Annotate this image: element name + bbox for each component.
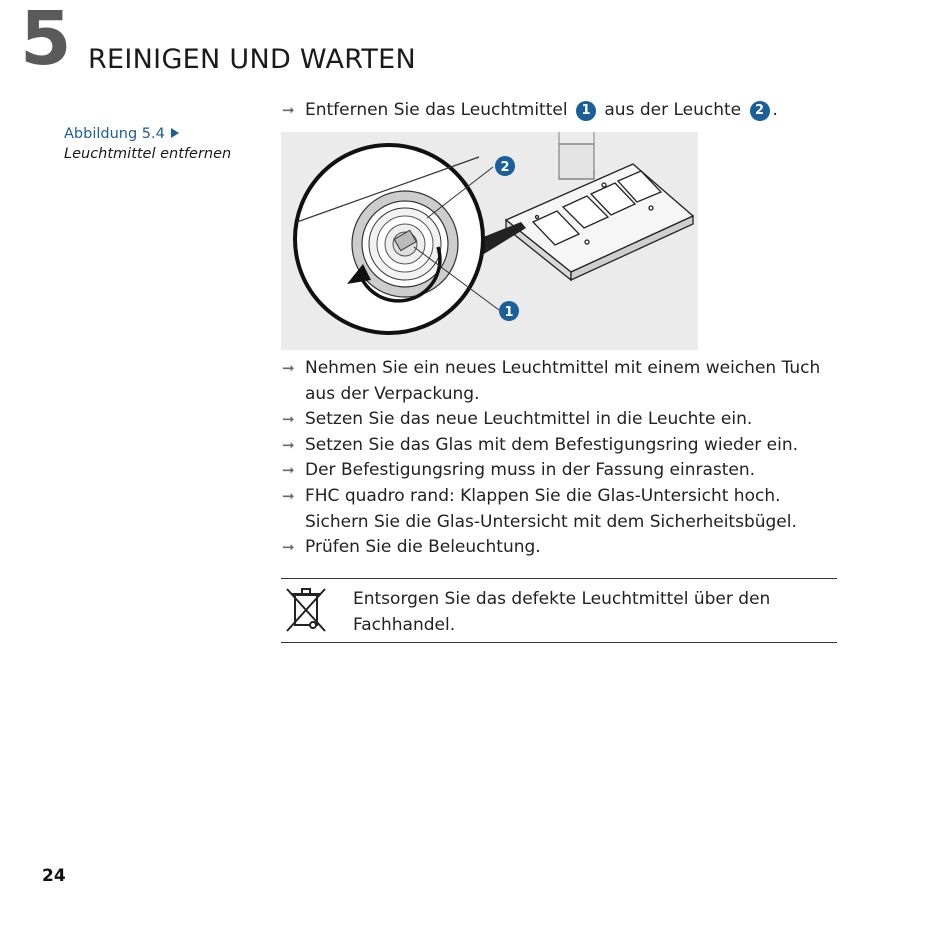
callout-badge-2: 2 [750, 101, 770, 121]
step-6-text: FHC quadro rand: Klappen Sie die Glas-Untersicht hoch. Sichern Sie die Glas-Untersicht mit dem Sicherheitsbügel. [305, 486, 797, 532]
step-1-text-mid: aus der Leuchte [604, 100, 742, 120]
disposal-note [281, 578, 837, 643]
step-1-text-start: Entfernen Sie das Leuchtmittel [305, 100, 568, 120]
chapter-number: 5 [20, 0, 72, 82]
step-7 [282, 534, 842, 560]
step-5 [282, 457, 842, 483]
callout-2-marker [495, 156, 515, 176]
arrow-icon: ➞ [282, 487, 295, 505]
cooker-hood-drawing [506, 132, 693, 280]
crossed-out-bin-icon [283, 585, 329, 635]
step-1 [282, 97, 778, 123]
page-number: 24 [42, 866, 66, 886]
svg-text:2: 2 [500, 160, 510, 175]
callout-1-marker [499, 301, 519, 321]
caption-arrow-icon [171, 128, 179, 138]
arrow-icon: ➞ [282, 359, 295, 377]
step-1-text-end: . [772, 100, 778, 120]
arrow-icon: ➞ [282, 538, 295, 556]
figure-caption [64, 124, 231, 164]
figure-illustration [281, 132, 698, 350]
step-2-text: Nehmen Sie ein neues Leuchtmittel mit einem weichen Tuch aus der Verpackung. [305, 358, 821, 404]
chapter-title: REINIGEN UND WARTEN [88, 44, 416, 75]
step-6 [282, 483, 842, 535]
step-4-text: Setzen Sie das Glas mit dem Befestigungsring wieder ein. [305, 435, 799, 455]
arrow-icon: ➞ [282, 436, 295, 454]
step-3 [282, 406, 842, 432]
svg-text:1: 1 [504, 305, 514, 320]
step-5-text: Der Befestigungsring muss in der Fassung einrasten. [305, 460, 756, 480]
zoom-detail-circle [295, 145, 483, 333]
step-4 [282, 432, 842, 458]
arrow-icon: ➞ [282, 461, 295, 479]
note-text: Entsorgen Sie das defekte Leuchtmittel über den Fachhandel. [353, 589, 771, 635]
arrow-icon: ➞ [282, 101, 295, 119]
step-3-text: Setzen Sie das neue Leuchtmittel in die Leuchte ein. [305, 409, 753, 429]
step-2 [282, 355, 842, 407]
figure-title: Leuchtmittel entfernen [64, 146, 232, 162]
arrow-icon: ➞ [282, 410, 295, 428]
figure-label: Abbildung 5.4 [64, 126, 165, 142]
step-7-text: Prüfen Sie die Beleuchtung. [305, 537, 541, 557]
callout-badge-1: 1 [576, 101, 596, 121]
